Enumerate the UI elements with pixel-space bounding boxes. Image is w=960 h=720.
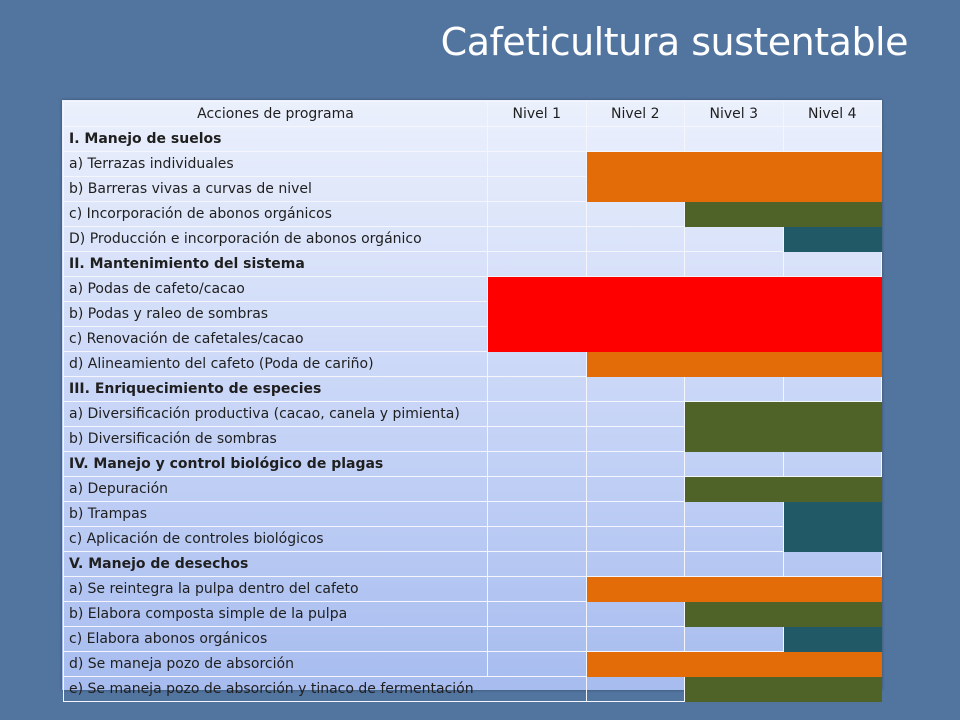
table-row	[64, 527, 882, 552]
level-4-cell	[783, 402, 882, 427]
level-3-cell	[685, 652, 784, 677]
level-1-cell	[488, 127, 587, 152]
level-4-cell	[783, 177, 882, 202]
level-2-cell	[586, 177, 685, 202]
level-3-cell	[685, 252, 784, 277]
header-nivel-4: Nivel 4	[783, 102, 882, 127]
level-2-cell	[586, 552, 685, 577]
action-label: b) Barreras vivas a curvas de nivel	[64, 177, 488, 202]
action-label: D) Producción e incorporación de abonos orgánico	[64, 227, 488, 252]
level-4-cell	[783, 202, 882, 227]
level-2-cell	[586, 602, 685, 627]
level-1-cell	[488, 527, 587, 552]
level-2-cell	[586, 402, 685, 427]
level-4-cell	[783, 602, 882, 627]
level-4-cell	[783, 577, 882, 602]
level-4-cell	[783, 277, 882, 302]
table-section-row	[64, 252, 882, 277]
level-1-cell	[488, 477, 587, 502]
table-row	[64, 302, 882, 327]
level-4-cell	[783, 627, 882, 652]
level-3-cell	[685, 602, 784, 627]
section-label: III. Enriquecimiento de especies	[64, 377, 488, 402]
level-4-cell	[783, 152, 882, 177]
level-3-cell	[685, 577, 784, 602]
level-3-cell	[685, 227, 784, 252]
level-2-cell	[586, 152, 685, 177]
action-label: b) Elabora composta simple de la pulpa	[64, 602, 488, 627]
table-row	[64, 427, 882, 452]
level-1-cell	[488, 452, 587, 477]
table-header-row	[64, 102, 882, 127]
level-4-cell	[783, 352, 882, 377]
level-3-cell	[685, 627, 784, 652]
level-4-cell	[783, 527, 882, 552]
level-3-cell	[685, 427, 784, 452]
table-section-row	[64, 127, 882, 152]
header-acciones: Acciones de programa	[64, 102, 488, 127]
level-3-cell	[685, 552, 784, 577]
action-label: a) Se reintegra la pulpa dentro del cafeto	[64, 577, 488, 602]
level-1-cell	[488, 327, 587, 352]
level-1-cell	[488, 352, 587, 377]
table-row	[64, 402, 882, 427]
level-2-cell	[586, 577, 685, 602]
action-label: b) Diversificación de sombras	[64, 427, 488, 452]
action-label: a) Depuración	[64, 477, 488, 502]
level-1-cell	[488, 227, 587, 252]
level-3-cell	[685, 202, 784, 227]
level-3-cell	[685, 677, 784, 702]
level-1-cell	[488, 277, 587, 302]
level-1-cell	[488, 652, 587, 677]
table-row	[64, 202, 882, 227]
action-label: a) Terrazas individuales	[64, 152, 488, 177]
level-4-cell	[783, 252, 882, 277]
level-4-cell	[783, 302, 882, 327]
level-4-cell	[783, 677, 882, 702]
level-3-cell	[685, 352, 784, 377]
level-3-cell	[685, 477, 784, 502]
header-nivel-2: Nivel 2	[586, 102, 685, 127]
action-label: c) Elabora abonos orgánicos	[64, 627, 488, 652]
level-4-cell	[783, 127, 882, 152]
table-section-row	[64, 377, 882, 402]
table-row	[64, 627, 882, 652]
level-2-cell	[586, 352, 685, 377]
action-label: c) Renovación de cafetales/cacao	[64, 327, 488, 352]
table-row	[64, 352, 882, 377]
level-1-cell	[488, 377, 587, 402]
level-3-cell	[685, 327, 784, 352]
level-2-cell	[586, 477, 685, 502]
level-1-cell	[488, 627, 587, 652]
section-label: II. Mantenimiento del sistema	[64, 252, 488, 277]
level-2-cell	[586, 377, 685, 402]
level-1-cell	[488, 427, 587, 452]
level-3-cell	[685, 302, 784, 327]
program-table-container	[62, 100, 882, 697]
table-section-row	[64, 452, 882, 477]
level-1-cell	[488, 252, 587, 277]
level-4-cell	[783, 227, 882, 252]
level-2-cell	[586, 127, 685, 152]
level-4-cell	[783, 427, 882, 452]
level-1-cell	[488, 602, 587, 627]
level-2-cell	[586, 252, 685, 277]
table-row	[64, 502, 882, 527]
level-4-cell	[783, 327, 882, 352]
level-3-cell	[685, 452, 784, 477]
level-3-cell	[685, 277, 784, 302]
header-nivel-3: Nivel 3	[685, 102, 784, 127]
level-4-cell	[783, 477, 882, 502]
level-3-cell	[685, 402, 784, 427]
level-2-cell	[586, 677, 685, 702]
level-2-cell	[586, 302, 685, 327]
level-2-cell	[586, 652, 685, 677]
level-1-cell	[488, 152, 587, 177]
level-2-cell	[586, 327, 685, 352]
section-label: I. Manejo de suelos	[64, 127, 488, 152]
table-row	[64, 227, 882, 252]
action-label: d) Se maneja pozo de absorción	[64, 652, 488, 677]
action-label: c) Aplicación de controles biológicos	[64, 527, 488, 552]
section-label: IV. Manejo y control biológico de plagas	[64, 452, 488, 477]
level-4-cell	[783, 377, 882, 402]
level-3-cell	[685, 527, 784, 552]
level-3-cell	[685, 377, 784, 402]
level-1-cell	[488, 302, 587, 327]
action-label: b) Podas y raleo de sombras	[64, 302, 488, 327]
level-2-cell	[586, 527, 685, 552]
level-4-cell	[783, 552, 882, 577]
level-4-cell	[783, 452, 882, 477]
level-2-cell	[586, 202, 685, 227]
level-3-cell	[685, 502, 784, 527]
level-3-cell	[685, 177, 784, 202]
level-1-cell	[488, 402, 587, 427]
table-section-row	[64, 552, 882, 577]
level-3-cell	[685, 152, 784, 177]
level-1-cell	[488, 177, 587, 202]
level-1-cell	[488, 552, 587, 577]
action-label: b) Trampas	[64, 502, 488, 527]
table-body	[64, 127, 882, 702]
table-row	[64, 152, 882, 177]
level-4-cell	[783, 652, 882, 677]
table-row	[64, 577, 882, 602]
table-row	[64, 477, 882, 502]
slide-title: Cafeticultura sustentable	[440, 20, 908, 64]
table-row	[64, 277, 882, 302]
table-row	[64, 652, 882, 677]
level-1-cell	[488, 502, 587, 527]
action-label: e) Se maneja pozo de absorción y tinaco de fermentación	[64, 677, 587, 702]
table-row	[64, 677, 882, 702]
program-levels-table	[63, 101, 882, 702]
level-3-cell	[685, 127, 784, 152]
level-2-cell	[586, 452, 685, 477]
level-2-cell	[586, 227, 685, 252]
header-nivel-1: Nivel 1	[488, 102, 587, 127]
level-2-cell	[586, 627, 685, 652]
table-row	[64, 177, 882, 202]
action-label: a) Diversificación productiva (cacao, canela y pimienta)	[64, 402, 488, 427]
table-row	[64, 602, 882, 627]
action-label: c) Incorporación de abonos orgánicos	[64, 202, 488, 227]
table-row	[64, 327, 882, 352]
level-4-cell	[783, 502, 882, 527]
section-label: V. Manejo de desechos	[64, 552, 488, 577]
level-1-cell	[488, 577, 587, 602]
action-label: d) Alineamiento del cafeto (Poda de cariño)	[64, 352, 488, 377]
level-2-cell	[586, 502, 685, 527]
level-2-cell	[586, 277, 685, 302]
action-label: a) Podas de cafeto/cacao	[64, 277, 488, 302]
level-2-cell	[586, 427, 685, 452]
level-1-cell	[488, 202, 587, 227]
